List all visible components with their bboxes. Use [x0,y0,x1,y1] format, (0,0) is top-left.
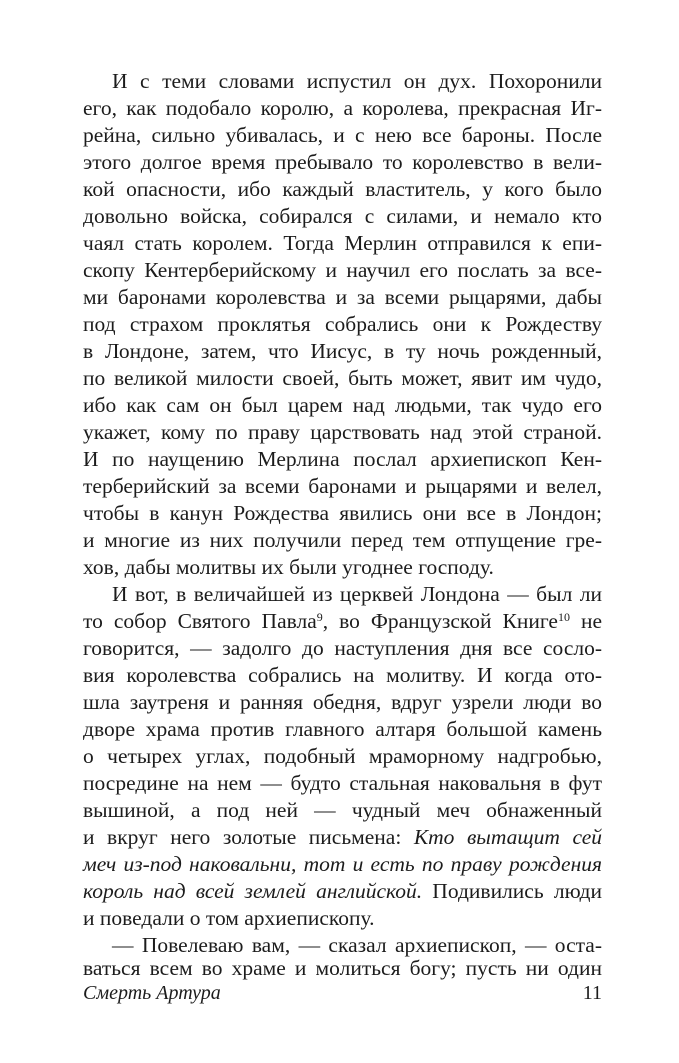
text-line: И вот, в величайшей из церквей Лондона — был ли [112,582,602,606]
text-fragment: не [569,609,602,633]
text-line: ибо как сам он был царем над людьми, так чудо его [83,393,602,417]
italic-inscription-line [83,851,602,878]
text-line: и многие из них получили перед тем отпущение гре- [83,528,602,552]
text-fragment: , во Французской Книге [322,609,558,633]
text-line: шла заутреня и ранняя обедня, вдруг узрели люди во [83,690,602,714]
text-line: хов, дабы молитвы их были угоднее господу. [83,555,494,579]
italic-inscription: Кто вытащит сей [413,825,603,849]
text-line: этого долгое время пребывало то королевство в вели- [83,150,602,174]
text-line: под страхом проклятья собрались они к Рождеству [83,312,602,336]
text-line: вия королевства собрались на молитву. И когда ото- [83,663,602,687]
italic-inscription: меч из-под наковальни, тот и есть по праву рождения [83,852,602,876]
text-line: дворе храма против главного алтаря большой камень [83,717,602,741]
text-line [83,878,602,905]
page-number: 11 [582,982,602,1004]
italic-inscription: король над всей землей английской. [83,879,423,903]
text-line: вышиной, а под ней — чудный меч обнаженный [83,798,602,822]
text-line-with-footnotes [83,608,602,635]
text-line: говорится, — задолго до наступления дня все сосло- [83,636,602,660]
running-footer-title: Смерть Артура [83,982,221,1004]
text-line: рейна, сильно убивалась, и с нею все бароны. После [83,123,602,147]
text-line: чаял стать королем. Тогда Мерлин отправился к епи- [83,231,602,255]
text-line: по великой милости своей, быть может, явит им чудо, [83,366,602,390]
text-line: укажет, кому по праву царствовать над этой страной. [83,420,602,444]
text-line: И по наущению Мерлина послал архиепископ Кен- [83,447,602,471]
text-line [83,824,602,851]
text-line: кой опасности, ибо каждый властитель, у кого было [83,177,602,201]
text-line: довольно войска, собирался с силами, и немало кто [83,204,602,228]
text-line: посредине на нем — будто стальная наковальня в фут [83,771,602,795]
text-line: его, как подобало королю, а королева, прекрасная Иг- [83,96,602,120]
text-line: И с теми словами испустил он дух. Похоронили [112,69,602,93]
text-line: в Лондоне, затем, что Иисус, в ту ночь рожденный, [83,339,602,363]
text-line: — Повелеваю вам, — сказал архиепископ, — оста- [112,933,602,957]
text-fragment: то собор Святого Павла [83,609,317,633]
text-line: и поведали о том архиепископу. [83,906,375,930]
text-line: терберийский за всеми баронами и рыцарями и велел, [83,474,602,498]
text-line: ми баронами королевства и за всеми рыцарями, дабы [83,285,602,309]
text-line: чтобы в канун Рождества явились они все в Лондон; [83,501,602,525]
text-line: о четырех углах, подобный мраморному надгробью, [83,744,602,768]
footnote-marker-10[interactable]: 10 [557,610,570,624]
text-line: ваться всем во храме и молиться богу; пусть ни один [83,956,602,980]
footnote-marker-9[interactable]: 9 [316,610,323,624]
text-line: скопу Кентерберийскому и научил его послать за все- [83,258,602,282]
text-fragment: Подивились люди [422,879,602,903]
text-fragment: и вкруг него золотые письмена: [83,825,414,849]
